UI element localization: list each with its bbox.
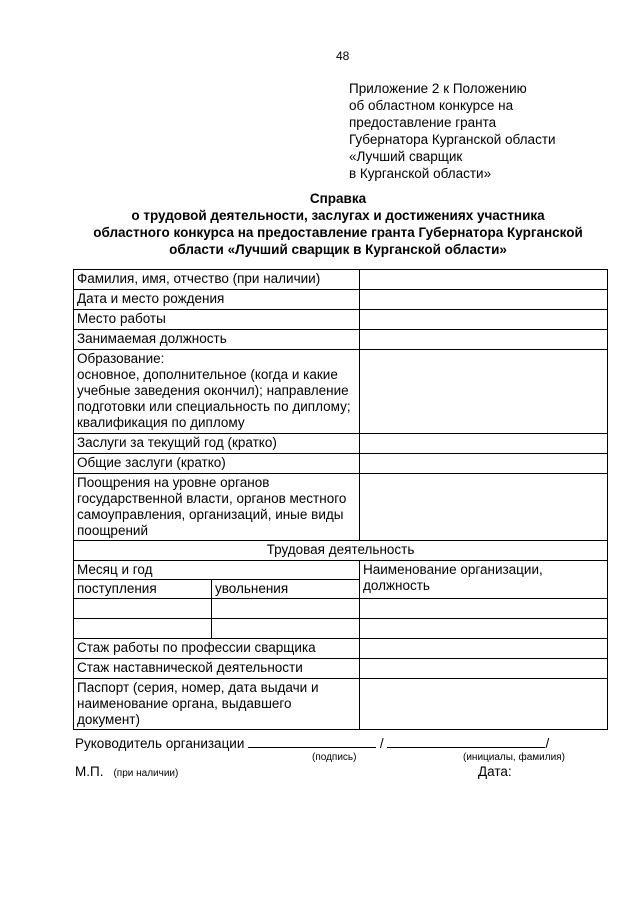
title-line: области «Лучший сварщик в Курганской области»	[169, 242, 507, 257]
passport-line: документ)	[77, 712, 140, 727]
awards-line: самоуправления, организаций, иные виды	[77, 507, 344, 522]
value-welding-exp[interactable]	[360, 639, 608, 659]
label-org-name	[360, 561, 608, 599]
org-name-line: Наименование организации,	[363, 562, 543, 577]
value-hired[interactable]	[74, 599, 212, 619]
date-label: Дата:	[478, 764, 512, 779]
appendix-line: Губернатора Курганской области	[349, 132, 556, 147]
mp-note: (при наличии)	[113, 768, 179, 779]
signature-line	[75, 735, 549, 751]
table-row	[74, 350, 608, 434]
initials-blank[interactable]	[387, 735, 545, 748]
value-fired[interactable]	[212, 619, 360, 639]
stamp-place	[75, 764, 178, 779]
head-label: Руководитель организации	[75, 736, 245, 751]
education-line: квалификация по диплому	[77, 415, 245, 430]
table-row	[74, 599, 608, 619]
info-table	[73, 269, 608, 730]
label-merits-year: Заслуги за текущий год (кратко)	[74, 434, 360, 454]
caption-signature: (подпись)	[312, 752, 357, 763]
table-row	[74, 310, 608, 330]
value-education[interactable]	[360, 350, 608, 434]
awards-line: государственной власти, органов местного	[77, 491, 347, 506]
value-org[interactable]	[360, 599, 608, 619]
label-education	[74, 350, 360, 434]
appendix-line: в Курганской области»	[349, 166, 492, 181]
appendix-note	[349, 80, 556, 182]
table-row	[74, 619, 608, 639]
label-hired: поступления	[74, 580, 212, 599]
org-name-line: должность	[363, 578, 430, 593]
value-birth[interactable]	[360, 290, 608, 310]
title-line: о трудовой деятельности, заслугах и достижениях участника	[131, 208, 545, 223]
value-merits-total[interactable]	[360, 454, 608, 474]
value-hired[interactable]	[74, 619, 212, 639]
label-workplace: Место работы	[74, 310, 360, 330]
slash: /	[379, 736, 384, 751]
table-row	[74, 561, 608, 580]
value-position[interactable]	[360, 330, 608, 350]
value-awards[interactable]	[360, 474, 608, 541]
value-fio[interactable]	[360, 270, 608, 290]
value-passport[interactable]	[360, 679, 608, 730]
education-line: основное, дополнительное (когда и какие	[77, 367, 338, 382]
value-mentor-exp[interactable]	[360, 659, 608, 679]
label-month-year: Месяц и год	[74, 561, 360, 580]
value-org[interactable]	[360, 619, 608, 639]
appendix-line: об областном конкурсе на	[349, 98, 514, 113]
education-line: Образование:	[77, 351, 165, 366]
education-line: учебные заведения окончил); направление	[77, 383, 349, 398]
label-birth: Дата и место рождения	[74, 290, 360, 310]
table-row	[74, 270, 608, 290]
value-workplace[interactable]	[360, 310, 608, 330]
appendix-line: Приложение 2 к Положению	[349, 81, 527, 96]
passport-line: Паспорт (серия, номер, дата выдачи и	[77, 680, 319, 695]
label-merits-total: Общие заслуги (кратко)	[74, 454, 360, 474]
label-passport	[74, 679, 360, 730]
label-awards	[74, 474, 360, 541]
passport-line: наименование органа, выдавшего	[77, 696, 292, 711]
document-title	[70, 190, 606, 258]
label-welding-exp: Стаж работы по профессии сварщика	[74, 639, 360, 659]
slash: /	[545, 736, 550, 751]
label-fio: Фамилия, имя, отчество (при наличии)	[74, 270, 360, 290]
value-merits-year[interactable]	[360, 434, 608, 454]
table-row	[74, 639, 608, 659]
label-position: Занимаемая должность	[74, 330, 360, 350]
education-line: подготовки или специальность по диплому;	[77, 399, 351, 414]
caption-initials: (инициалы, фамилия)	[463, 752, 565, 763]
table-row	[74, 434, 608, 454]
table-row	[74, 679, 608, 730]
awards-line: Поощрения на уровне органов	[77, 475, 270, 490]
page-number: 48	[336, 49, 350, 63]
title-line: Справка	[309, 191, 367, 206]
table-row	[74, 474, 608, 541]
table-row	[74, 659, 608, 679]
table-row	[74, 541, 608, 561]
label-mentor-exp: Стаж наставнической деятельности	[74, 659, 360, 679]
table-row	[74, 330, 608, 350]
signature-blank[interactable]	[248, 735, 376, 748]
title-line: областного конкурса на предоставление гранта Губернатора Курганской	[93, 225, 583, 240]
value-fired[interactable]	[212, 599, 360, 619]
label-fired: увольнения	[212, 580, 360, 599]
appendix-line: «Лучший сварщик	[349, 149, 463, 164]
table-row	[74, 290, 608, 310]
table-row	[74, 454, 608, 474]
labor-header: Трудовая деятельность	[74, 541, 608, 561]
mp-label: М.П.	[75, 764, 104, 779]
appendix-line: предоставление гранта	[349, 115, 497, 130]
awards-line: поощрений	[77, 523, 148, 538]
